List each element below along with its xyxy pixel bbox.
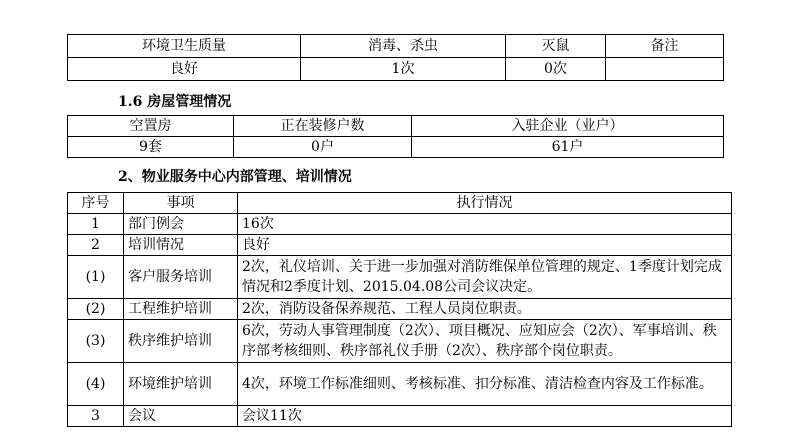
table-cell: 良好: [68, 58, 301, 81]
header-cell: 环境卫生质量: [68, 35, 301, 58]
row-item: 环境维护培训: [124, 363, 238, 406]
header-cell: 灭鼠: [506, 35, 606, 58]
table-cell: 61户: [412, 137, 724, 158]
table-header-row: [68, 35, 724, 58]
row-detail: 良好: [238, 235, 732, 256]
row-item: 部门例会: [124, 214, 238, 235]
table-header-row: [68, 193, 732, 214]
row-detail: 16次: [238, 214, 732, 235]
row-number: (1): [68, 256, 124, 299]
header-cell: 备注: [606, 35, 724, 58]
row-detail: 会议11次: [238, 406, 732, 427]
housing-table: [67, 115, 724, 158]
table-row: [68, 299, 732, 320]
table-row: [68, 58, 724, 81]
row-detail: 2次，礼仪培训、关于进一步加强对消防维保单位管理的规定、1季度计划完成情况和2季度计划、2015.04.08公司会议决定。: [238, 256, 732, 299]
row-item: 工程维护培训: [124, 299, 238, 320]
row-number: (2): [68, 299, 124, 320]
table-row: [68, 363, 732, 406]
row-detail: 4次，环境工作标准细则、考核标准、扣分标准、清洁检查内容及工作标准。: [238, 363, 732, 406]
header-cell: 入驻企业（业户）: [412, 116, 724, 137]
header-cell: 空置房: [68, 116, 234, 137]
row-detail: 2次，消防设备保养规范、工程人员岗位职责。: [238, 299, 732, 320]
table-cell: 1次: [301, 58, 506, 81]
table-row: [68, 214, 732, 235]
row-item: 会议: [124, 406, 238, 427]
table-row: [68, 406, 732, 427]
row-number: 1: [68, 214, 124, 235]
table-cell: [606, 58, 724, 81]
row-number: (4): [68, 363, 124, 406]
header-cell: 消毒、杀虫: [301, 35, 506, 58]
training-table: [67, 192, 732, 427]
table-header-row: [68, 116, 724, 137]
table-row: [68, 320, 732, 363]
section-heading-training: 2、物业服务中心内部管理、培训情况: [118, 169, 352, 185]
header-cell: 执行情况: [238, 193, 732, 214]
table-row: [68, 256, 732, 299]
table-cell: 9套: [68, 137, 234, 158]
table-row: [68, 235, 732, 256]
header-cell: 正在装修户数: [234, 116, 412, 137]
table-cell: 0户: [234, 137, 412, 158]
table-row: [68, 137, 724, 158]
row-number: 2: [68, 235, 124, 256]
row-item: 客户服务培训: [124, 256, 238, 299]
row-number: (3): [68, 320, 124, 363]
section-heading-housing: 1.6 房屋管理情况: [118, 94, 232, 110]
row-number: 3: [68, 406, 124, 427]
row-detail: 6次，劳动人事管理制度（2次）、项目概况、应知应会（2次）、军事培训、秩序部考核细则、秩序部礼仪手册（2次）、秩序部个岗位职责。: [238, 320, 732, 363]
environment-table: [67, 34, 724, 81]
row-item: 培训情况: [124, 235, 238, 256]
table-cell: 0次: [506, 58, 606, 81]
row-item: 秩序维护培训: [124, 320, 238, 363]
header-cell: 事项: [124, 193, 238, 214]
header-cell: 序号: [68, 193, 124, 214]
